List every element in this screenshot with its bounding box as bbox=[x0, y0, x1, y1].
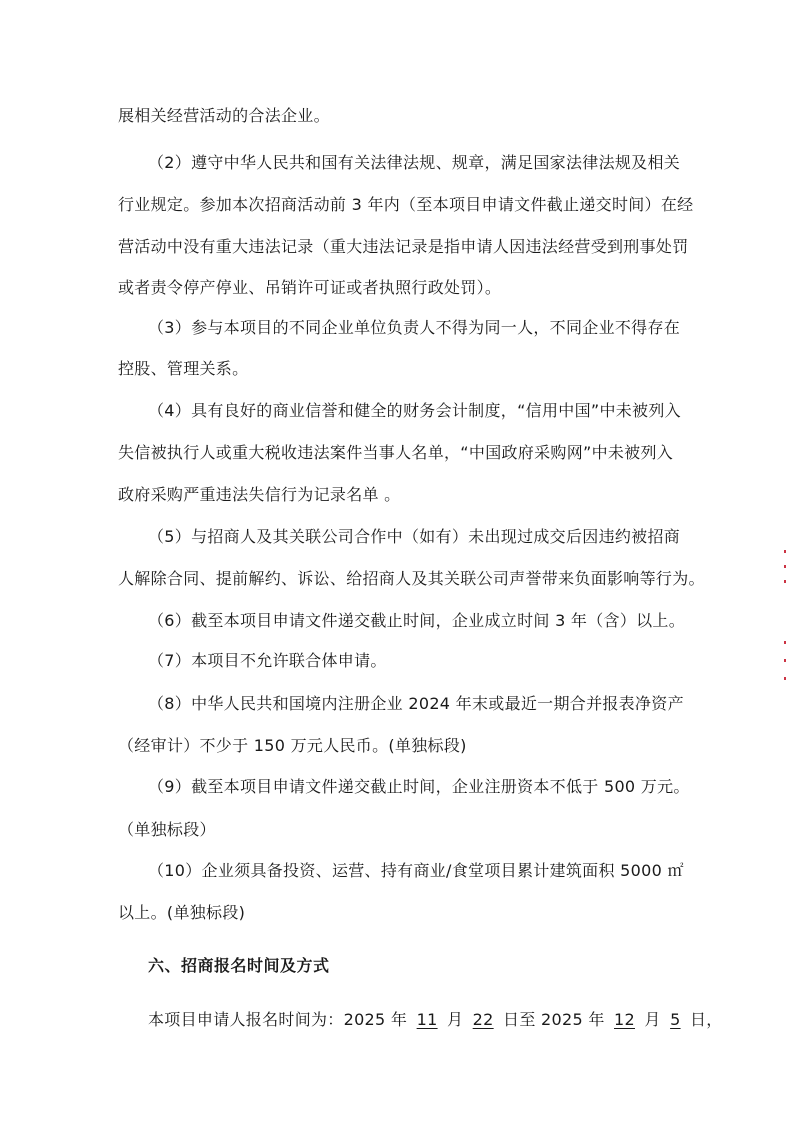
paragraph-line: （6）截至本项目申请文件递交截止时间，企业成立时间 3 年（含）以上。 bbox=[148, 611, 686, 630]
paragraph-line: 失信被执行人或重大税收违法案件当事人名单，“中国政府采购网”中未被列入 bbox=[118, 443, 674, 462]
month-label: 月 bbox=[446, 1010, 464, 1029]
paragraph-line: （3）参与本项目的不同企业单位负责人不得为同一人，不同企业不得存在 bbox=[148, 318, 681, 337]
paragraph-line: （10）企业须具备投资、运营、持有商业/食堂项目累计建筑面积 5000 ㎡ bbox=[148, 861, 684, 880]
day-suffix: 日， bbox=[689, 1010, 723, 1029]
end-day: 5 bbox=[670, 1010, 681, 1029]
range-text: 日至 2025 年 bbox=[503, 1010, 605, 1029]
scan-mark bbox=[784, 550, 786, 553]
start-month: 11 bbox=[416, 1010, 438, 1029]
paragraph-line: 控股、管理关系。 bbox=[118, 359, 249, 378]
paragraph-line: 行业规定。参加本次招商活动前 3 年内（至本项目申请文件截止递交时间）在经 bbox=[118, 195, 694, 214]
registration-time-line bbox=[148, 1010, 723, 1030]
scan-mark bbox=[784, 565, 786, 568]
paragraph-line: 人解除合同、提前解约、诉讼、给招商人及其关联公司声誉带来负面影响等行为。 bbox=[118, 569, 705, 588]
paragraph-line: （经审计）不少于 150 万元人民币。(单独标段) bbox=[118, 736, 467, 755]
paragraph-line: （2）遵守中华人民共和国有关法律法规、规章，满足国家法律法规及相关 bbox=[148, 153, 681, 172]
paragraph-line: （9）截至本项目申请文件递交截止时间，企业注册资本不低于 500 万元。 bbox=[148, 777, 690, 796]
start-day: 22 bbox=[472, 1010, 494, 1029]
paragraph-line: 政府采购严重违法失信行为记录名单 。 bbox=[118, 485, 401, 504]
paragraph-line: （7）本项目不允许联合体申请。 bbox=[148, 651, 387, 670]
registration-prefix: 本项目申请人报名时间为：2025 年 bbox=[148, 1010, 408, 1029]
paragraph-line: （8）中华人民共和国境内注册企业 2024 年末或最近一期合并报表净资产 bbox=[148, 694, 684, 713]
paragraph-line: 或者责令停产停业、吊销许可证或者执照行政处罚）。 bbox=[118, 278, 502, 297]
paragraph-line: 营活动中没有重大违法记录（重大违法记录是指申请人因违法经营受到刑事处罚 bbox=[118, 237, 689, 256]
paragraph-line: （4）具有良好的商业信誉和健全的财务会计制度，“信用中国”中未被列入 bbox=[148, 401, 681, 420]
scan-mark bbox=[784, 580, 786, 583]
scan-mark bbox=[784, 641, 786, 644]
paragraph-line: （单独标段） bbox=[118, 820, 216, 839]
section-heading: 六、招商报名时间及方式 bbox=[148, 956, 330, 975]
scan-mark bbox=[784, 659, 786, 662]
month-label: 月 bbox=[644, 1010, 661, 1029]
scan-mark bbox=[784, 677, 786, 680]
end-month: 12 bbox=[614, 1010, 635, 1029]
paragraph-line: 以上。(单独标段) bbox=[118, 903, 246, 922]
paragraph-line: 展相关经营活动的合法企业。 bbox=[118, 106, 330, 125]
paragraph-line: （5）与招商人及其关联公司合作中（如有）未出现过成交后因违约被招商 bbox=[148, 527, 681, 546]
